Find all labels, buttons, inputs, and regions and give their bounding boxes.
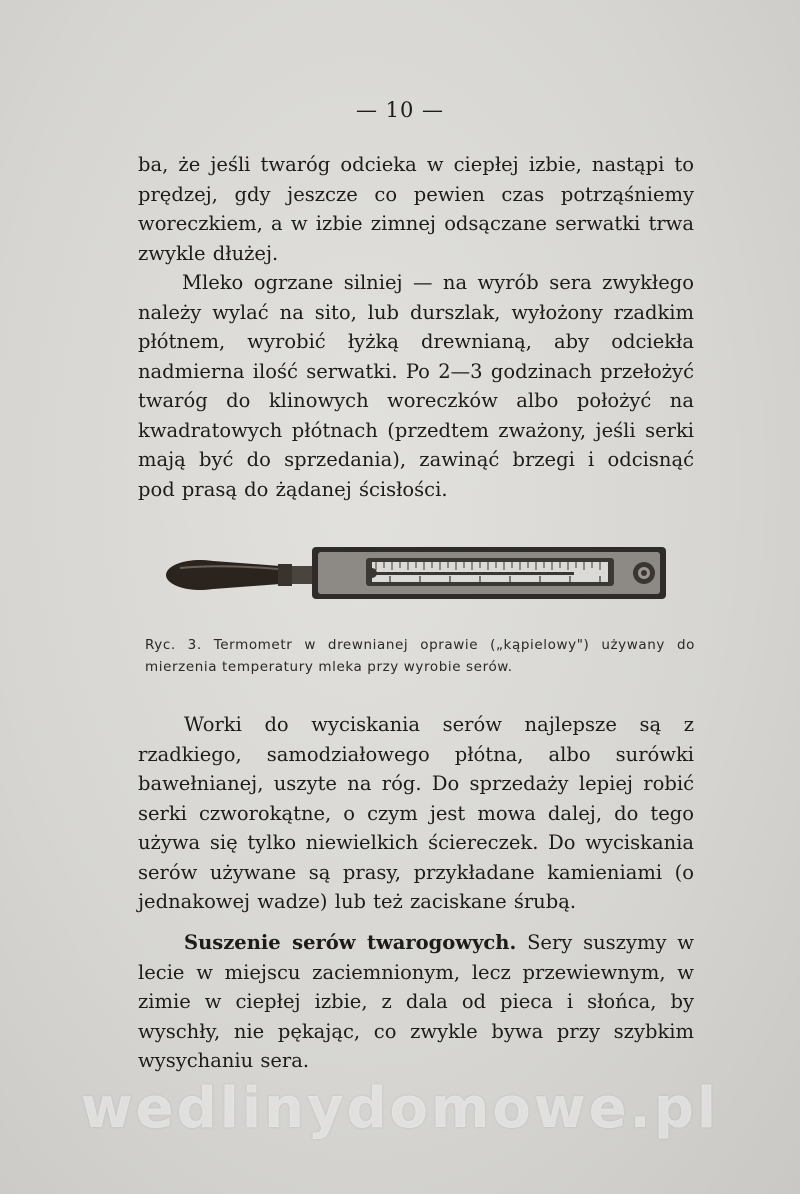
thermometer-icon <box>160 542 672 604</box>
paragraph-drying <box>138 928 694 1076</box>
page-number: — 10 — <box>355 98 445 122</box>
paragraph-continued: ba, że jeśli twaróg odcieka w ciepłej izbie, nastąpi to prędzej, gdy jeszcze co pewien czas potrząśniemy woreczkiem, a w izbie zimnej odsączane serwatki trwa zwykle dłużej. <box>138 153 694 265</box>
paragraph-milk-heating: Mleko ogrzane silniej — na wyrób sera zwykłego należy wylać na sito, lub durszlak, wyłożony rzadkim płótnem, wyrobić łyżką drewnianą, aby odciekła nadmierna ilość serwatki. Po 2—3 godzinach przełożyć twaróg do klinowych woreczków albo położyć na kwadratowych płótnach (przedtem zważony, jeśli serki mają być do sprzedania), zawinąć brzegi i odcisnąć pod prasą do żądanej ścisłości. <box>138 271 694 501</box>
watermark: wedlinydomowe.pl <box>80 1076 720 1141</box>
paragraph-drying-text: Sery suszymy w lecie w miejscu zaciemnionym, lecz przewiewnym, w zimie w ciepłej izbie, z dala od pieca i słońca, by wyschły, nie pękając, co zwykle bywa przy szybkim wysychaniu sera. <box>138 931 694 1072</box>
section-heading-drying: Suszenie serów twarogowych. <box>184 931 517 954</box>
thermometer-figure <box>160 542 672 604</box>
figure-caption: Ryc. 3. Termometr w drewnianej oprawie („kąpielowy") używany do mierzenia temperatury mleka przy wyrobie serów. <box>145 637 695 675</box>
paragraph-pressing-bags: Worki do wyciskania serów najlepsze są z rzadkiego, samodziałowego płótna, albo surówki bawełnianej, uszyte na róg. Do sprzedaży lepiej robić serki czworokątne, o czym jest mowa dalej, do tego używa się tylko niewielkich ściereczek. Do wyciskania serów używane są prasy, przykładane kamieniami (o jednakowej wadze) lub też zaciskane śrubą. <box>138 713 694 913</box>
